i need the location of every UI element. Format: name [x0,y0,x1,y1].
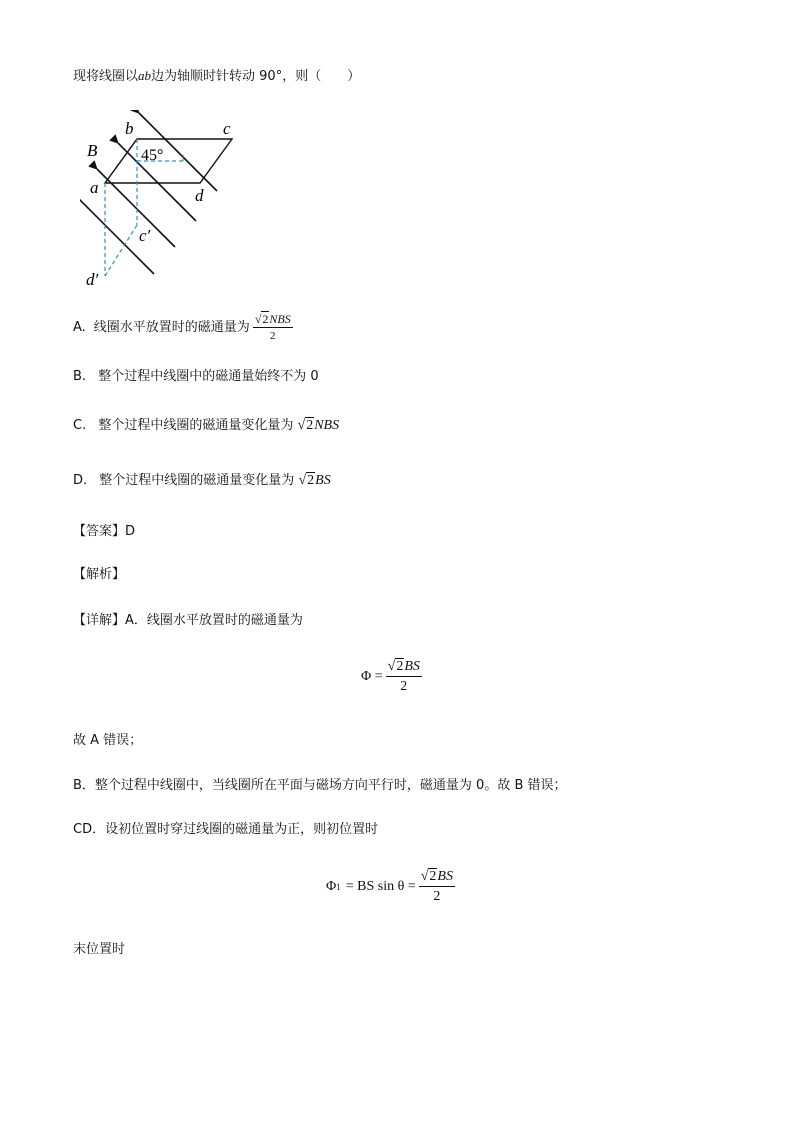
eq2-phi: Φ [326,879,337,894]
detail-cd: CD．设初位置时穿过线圈的磁通量为正，则初位置时 [73,822,379,837]
stem-axis: ab [138,68,152,83]
detail-label: 【详解】 [73,613,126,628]
eq1-num-rest: BS [404,659,420,674]
detail-a [73,614,303,627]
option-c-letter: C. [73,418,87,433]
option-c: C. 整个过程中线圈的磁通量变化量为 √2NBS [73,418,340,433]
label-d-prime: d′ [86,270,99,289]
equation-2 [326,870,455,904]
label-B: B [87,141,98,160]
option-a-fraction: $\frac{\text{√2NBS}}{2}$ [254,312,291,342]
eq1-sqrt-arg: 2 [396,659,404,674]
detail-b: B．整个过程中线圈中，当线圈所在平面与磁场方向平行时，磁通量为 0。故 B 错误； [73,778,567,793]
label-45: 45° [141,147,164,164]
label-b: b [125,119,134,138]
equation-1 [361,660,422,694]
stem-pre: 现将线圈以 [73,69,139,84]
option-a-den: 2 [270,330,276,342]
option-c-rest: NBS [314,418,340,433]
field-line-3 [97,169,175,247]
answer [73,525,135,538]
eq1-fraction: $\frac{√2BS}{2}$ [387,659,420,694]
answer-label: 【答案】 [73,524,126,539]
eq2-sub: 1 [336,881,341,892]
analysis-label: 【解析】 [73,567,126,582]
detail-a-text: A．线圈水平放置时的磁通量为 [125,613,303,628]
eq2-num-rest: BS [437,869,453,884]
label-c: c [223,119,231,138]
option-c-sqrt-arg: 2 [306,418,314,433]
eq2-mid: = BS sin θ = [345,879,416,894]
option-a-num-rest: NBS [269,312,291,326]
option-a-text: 线圈水平放置时的磁通量为 [93,320,250,335]
label-a: a [90,178,99,197]
option-b-letter: B. [73,369,87,384]
question-stem [73,69,360,83]
label-d: d [195,186,204,205]
option-b [73,370,319,383]
answer-value: D [125,524,136,539]
detail-end: 末位置时 [73,942,126,957]
option-d-letter: D. [73,473,88,488]
option-d-text: 整个过程中线圈的磁通量变化量为 [99,473,295,488]
eq1-lhs: Φ = [361,669,383,684]
option-a-sqrt-arg: 2 [262,312,269,326]
coil-rotation-figure [80,110,260,295]
option-c-text: 整个过程中线圈的磁通量变化量为 [98,418,294,433]
eq1-den: 2 [400,679,408,694]
dashed-bottom-edge [105,225,137,276]
option-a-letter: A. [73,320,86,335]
detail-a-conclusion: 故 A 错误； [73,733,143,748]
option-b-text: 整个过程中线圈中的磁通量始终不为 0 [98,369,319,384]
option-d-sqrt-arg: 2 [307,473,315,488]
option-d-rest: BS [315,473,331,488]
label-c-prime: c′ [139,226,151,245]
option-d: D. 整个过程中线圈的磁通量变化量为 √2BS [73,473,331,488]
stem-post: 边为轴顺时针转动 90°，则（ ） [151,69,361,84]
eq2-fraction: $\frac{√2BS}{2}$ [420,869,453,904]
eq2-den: 2 [433,889,441,904]
eq2-sqrt-arg: 2 [429,869,437,884]
option-a [73,313,293,342]
